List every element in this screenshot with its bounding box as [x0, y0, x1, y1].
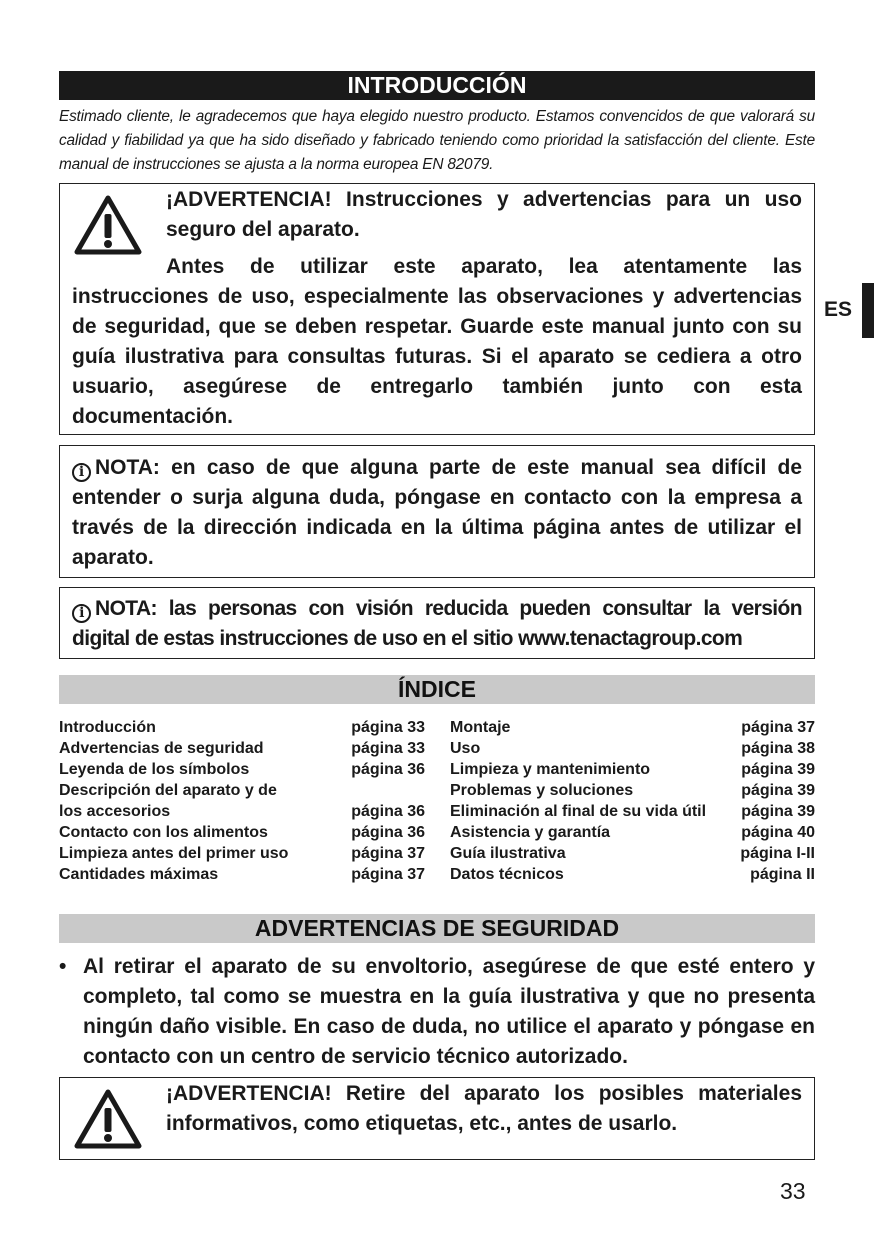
bullet-marker: • — [59, 955, 67, 978]
toc-item[interactable]: Limpieza antes del primer uso página 37 — [59, 845, 425, 862]
toc-item[interactable]: los accesorios página 36 — [59, 803, 425, 820]
note-contact-text: NOTA: en caso de que alguna parte de este manual sea difícil de entender o surja alguna duda, póngase en contacto con la empresa a través de la dirección indicada en la última página antes de utilizar el aparato. — [72, 456, 802, 569]
intro-paragraph: Estimado cliente, le agradecemos que haya elegido nuestro producto. Estamos convencidos de que valorará su calidad y fiabilidad ya que ha sido diseñado y fabricado teniendo como prioridad la satisfacción del cliente. Este manual de instrucciones se ajusta a la norma europea EN 82079. — [59, 108, 815, 173]
warning-triangle-icon — [73, 1088, 143, 1150]
language-tab-marker — [862, 283, 874, 338]
toc-item[interactable]: Datos técnicos página II — [450, 866, 815, 883]
toc-item[interactable]: Introducción página 33 — [59, 719, 425, 736]
toc-item[interactable]: Problemas y soluciones página 39 — [450, 782, 815, 799]
toc-item[interactable]: Montaje página 37 — [450, 719, 815, 736]
language-tab-label: ES — [824, 298, 853, 321]
toc-item[interactable]: Advertencias de seguridad página 33 — [59, 740, 425, 757]
note-box-contact — [59, 445, 815, 578]
toc-item[interactable]: Descripción del aparato y de — [59, 782, 277, 799]
toc-item[interactable]: Leyenda de los símbolos página 36 — [59, 761, 425, 778]
note-box-digital-version — [59, 587, 815, 659]
note-digital-text: NOTA: las personas con visión reducida pueden consultar la versión digital de estas instrucciones de uso en el sitio www.tenactagroup.com — [72, 597, 802, 650]
section-header-advertencias: ADVERTENCIAS DE SEGURIDAD — [59, 914, 815, 943]
toc-item[interactable]: Asistencia y garantía página 40 — [450, 824, 815, 841]
toc-item[interactable]: Uso página 38 — [450, 740, 815, 757]
warning-box-remove-materials — [59, 1077, 815, 1160]
warning-title: ¡ADVERTENCIA! Instrucciones y advertencias para un uso seguro del aparato. — [166, 188, 802, 241]
section-header-introduccion: INTRODUCCIÓN — [59, 71, 815, 100]
toc-item[interactable]: Guía ilustrativa página I-II — [450, 845, 815, 862]
warning-triangle-icon — [73, 194, 143, 256]
warning-text: ¡ADVERTENCIA! Retire del aparato los posibles materiales informativos, como etiquetas, etc., antes de usarlo. — [166, 1082, 802, 1135]
warning-body: Antes de utilizar este aparato, lea atentamente las instrucciones de uso, especialmente las observaciones y advertencias de seguridad, que se deben respetar. Guarde este manual junto con su guía ilustrativa para consultas futuras. Si el aparato se cediera a otro usuario, asegúrese de entregarlo también junto con esta documentación. — [72, 255, 802, 428]
info-icon: i — [72, 604, 91, 623]
section-header-indice: ÍNDICE — [59, 675, 815, 704]
toc-item[interactable]: Limpieza y mantenimiento página 39 — [450, 761, 815, 778]
toc-item[interactable]: Eliminación al final de su vida útil página 39 — [450, 803, 815, 820]
warning-box-usage — [59, 183, 815, 435]
safety-bullet-item — [59, 952, 815, 1072]
toc-item[interactable]: Cantidades máximas página 37 — [59, 866, 425, 883]
page-number: 33 — [780, 1178, 806, 1204]
toc-item[interactable]: Contacto con los alimentos página 36 — [59, 824, 425, 841]
info-icon: i — [72, 463, 91, 482]
safety-bullet-text: Al retirar el aparato de su envoltorio, asegúrese de que esté entero y completo, tal como se muestra en la guía ilustrativa y que no presenta ningún daño visible. En caso de duda, no utilice el aparato y póngase en contacto con un centro de servicio técnico autorizado. — [83, 955, 815, 1068]
